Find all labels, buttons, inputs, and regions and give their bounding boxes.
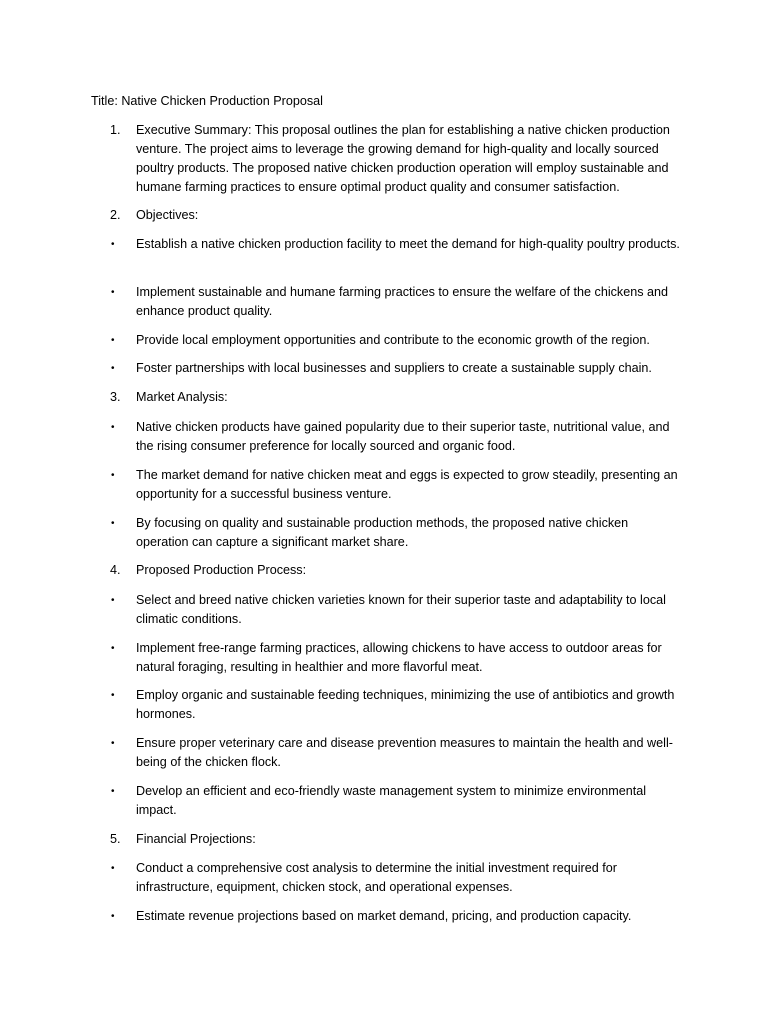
list-marker: 5. xyxy=(110,832,121,846)
bullet-icon: • xyxy=(111,595,115,606)
list-marker: 4. xyxy=(110,563,121,577)
bullet-icon: • xyxy=(111,786,115,797)
list-marker: 3. xyxy=(110,390,121,404)
list-marker: 1. xyxy=(110,123,121,137)
list-item-text: Implement free-range farming practices, allowing chickens to have access to outdoor areas for natural foraging, resulting in healthier and more flavorful meat. xyxy=(136,641,662,674)
list-item-text: Financial Projections: xyxy=(136,832,256,846)
list-item xyxy=(111,859,681,897)
list-item-text: Employ organic and sustainable feeding techniques, minimizing the use of antibiotics and growth hormones. xyxy=(136,688,675,721)
bullet-icon: • xyxy=(111,335,115,346)
list-item xyxy=(111,418,681,456)
bullet-icon: • xyxy=(111,363,115,374)
bullet-icon: • xyxy=(111,470,115,481)
bullet-icon: • xyxy=(111,911,115,922)
bullet-icon: • xyxy=(111,422,115,433)
list-item xyxy=(111,514,681,552)
list-item xyxy=(110,206,681,225)
list-item-text: Executive Summary: This proposal outlines the plan for establishing a native chicken production venture. The project aims to leverage the growing demand for high-quality and locally sourced poultry products. The proposed native chicken production operation will employ sustainable and humane farming practices to ensure optimal product quality and consumer satisfaction. xyxy=(136,123,670,194)
bullet-icon: • xyxy=(111,239,115,250)
list-item-text: Develop an efficient and eco-friendly waste management system to minimize environmental impact. xyxy=(136,784,647,817)
bullet-icon: • xyxy=(111,518,115,529)
list-item-text: Implement sustainable and humane farming practices to ensure the welfare of the chickens and enhance product quality. xyxy=(136,285,669,318)
list-item xyxy=(111,331,681,350)
list-item xyxy=(111,782,681,820)
list-item xyxy=(111,907,681,926)
list-item xyxy=(110,561,681,580)
list-item-text: Select and breed native chicken varieties known for their superior taste and adaptability to local climatic conditions. xyxy=(136,593,666,626)
list-item xyxy=(111,235,681,254)
list-item-text: Proposed Production Process: xyxy=(136,563,307,577)
bullet-icon: • xyxy=(111,738,115,749)
list-item-text: Native chicken products have gained popularity due to their superior taste, nutritional value, and the rising consumer preference for locally sourced and organic food. xyxy=(136,420,670,453)
bullet-icon: • xyxy=(111,287,115,298)
document-title: Title: Native Chicken Production Proposal xyxy=(91,94,323,108)
list-item-text: Conduct a comprehensive cost analysis to determine the initial investment required for infrastructure, equipment, chicken stock, and operational expenses. xyxy=(136,861,617,894)
bullet-icon: • xyxy=(111,690,115,701)
list-marker: 2. xyxy=(110,208,121,222)
list-item-text: Ensure proper veterinary care and disease prevention measures to maintain the health and well-being of the chicken flock. xyxy=(136,736,673,769)
list-item-text: Market Analysis: xyxy=(136,390,228,404)
list-item-text: Provide local employment opportunities and contribute to the economic growth of the region. xyxy=(136,333,650,347)
list-item-text: Objectives: xyxy=(136,208,199,222)
list-item xyxy=(111,639,681,677)
list-item-text: Establish a native chicken production facility to meet the demand for high-quality poultry products. xyxy=(136,237,680,251)
list-item-text: The market demand for native chicken meat and eggs is expected to grow steadily, presenting an opportunity for a successful business venture. xyxy=(136,468,678,501)
list-item xyxy=(111,686,681,724)
list-item xyxy=(110,830,681,849)
list-item-text: Estimate revenue projections based on market demand, pricing, and production capacity. xyxy=(136,909,632,923)
list-item xyxy=(111,734,681,772)
list-item xyxy=(110,388,681,407)
list-item xyxy=(111,283,681,321)
list-item-text: By focusing on quality and sustainable production methods, the proposed native chicken operation can capture a significant market share. xyxy=(136,516,629,549)
list-item xyxy=(111,359,681,378)
list-item xyxy=(111,591,681,629)
list-item-text: Foster partnerships with local businesses and suppliers to create a sustainable supply chain. xyxy=(136,361,652,375)
list-item xyxy=(110,121,681,197)
list-item xyxy=(111,466,681,504)
bullet-icon: • xyxy=(111,643,115,654)
bullet-icon: • xyxy=(111,863,115,874)
